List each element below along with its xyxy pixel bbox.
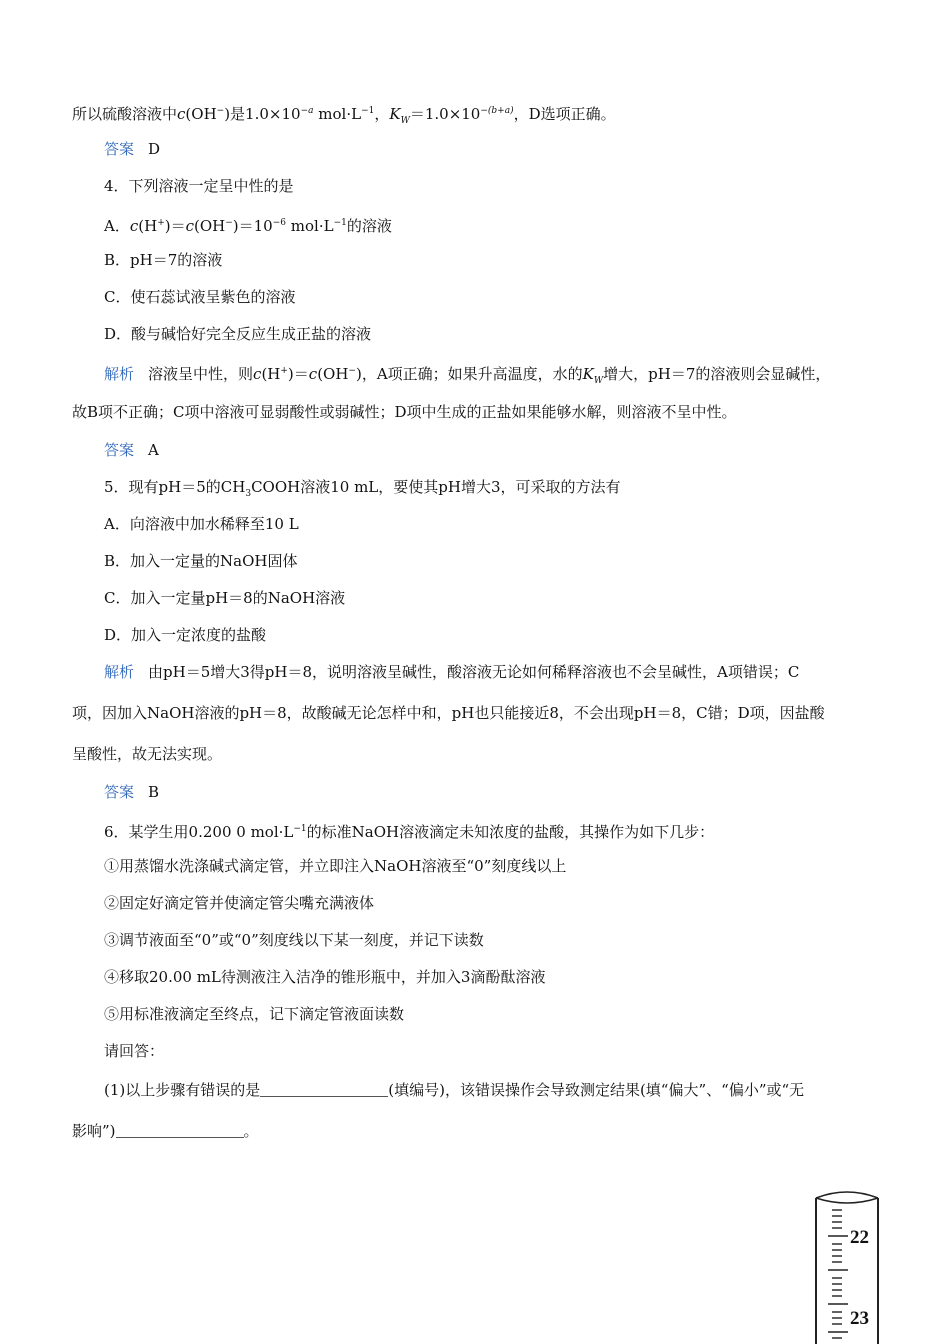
q5-analysis-line3: 呈酸性，故无法实现。 xyxy=(72,745,223,763)
answer-blank-2[interactable] xyxy=(116,1123,244,1138)
q5-analysis-line1 xyxy=(104,662,799,682)
text: )＝ xyxy=(287,365,309,383)
q4-analysis-line1 xyxy=(104,361,830,391)
text: 6．某学生用0.200 0 mol·L xyxy=(104,823,294,841)
answer-value: B xyxy=(148,783,160,801)
text: 的标准NaOH溶液滴定未知浓度的盐酸，其操作为如下几步： xyxy=(306,823,715,841)
answer-blank-1[interactable] xyxy=(260,1082,388,1097)
text: mol·L xyxy=(313,105,362,123)
text: W xyxy=(593,376,604,386)
q6-step-4: ④移取20.00 mL待测液注入洁净的锥形瓶中，并加入3滴酚酞溶液 xyxy=(104,968,546,986)
q6-step-2: ②固定好滴定管并使滴定管尖嘴充满液体 xyxy=(104,894,375,912)
text: )＝10 xyxy=(232,217,273,235)
text: 溶液呈中性，则 xyxy=(148,365,254,383)
text: (H xyxy=(138,217,158,235)
text: mol·L xyxy=(286,217,334,235)
text: − xyxy=(348,366,356,376)
text: −1 xyxy=(333,218,347,228)
q4-analysis-line2: 故B项不正确；C项中溶液可显弱酸性或弱碱性；D项中生成的正盐如果能够水解，则溶液不呈中性。 xyxy=(72,403,737,421)
q4-option-b: B．pH＝7的溶液 xyxy=(104,251,223,269)
answer-label: 答案 xyxy=(104,140,135,158)
answer-value: A xyxy=(148,441,159,459)
text: )是1.0×10 xyxy=(224,105,301,123)
text: + xyxy=(157,218,165,228)
text: c xyxy=(253,365,262,383)
analysis-label: 解析 xyxy=(104,365,135,383)
analysis-label: 解析 xyxy=(104,663,135,681)
text: (OH xyxy=(185,105,217,123)
text: )，A项正确；如果升高温度，水的 xyxy=(355,365,583,383)
scale-label-23: 23 xyxy=(850,1308,869,1329)
q6-prompt: 请回答： xyxy=(104,1042,165,1060)
scale-ticks-upper xyxy=(828,1210,848,1270)
text: −6 xyxy=(272,218,287,228)
text: 增大，pH＝7的溶液则会显碱性， xyxy=(603,365,831,383)
text: (填编号)，该错误操作会导致测定结果(填“偏大”、“偏小”或“无 xyxy=(388,1081,805,1099)
text: COOH溶液10 mL，要使其pH增大3，可采取的方法有 xyxy=(251,478,621,496)
q6-step-3: ③调节液面至“0”或“0”刻度线以下某一刻度，并记下读数 xyxy=(104,931,484,949)
burette-meniscus xyxy=(816,1198,878,1203)
q6-sub1-line2 xyxy=(72,1121,259,1141)
q4-option-d: D．酸与碱恰好完全反应生成正盐的溶液 xyxy=(104,325,372,343)
q5-stem xyxy=(104,477,621,504)
q4-option-c: C．使石蕊试液呈紫色的溶液 xyxy=(104,288,296,306)
text: c xyxy=(185,217,194,235)
q5-analysis-line2: 项，因加入NaOH溶液的pH＝8，故酸碱无论怎样中和，pH也只能接近8，不会出现pH＝8，C错；D项，因盐酸 xyxy=(72,704,825,722)
q6-step-1: ①用蒸馏水洗涤碱式滴定管，并立即注入NaOH溶液至“0”刻度线以上 xyxy=(104,857,567,875)
q5-option-d: D．加入一定浓度的盐酸 xyxy=(104,626,267,644)
text: 所以硫酸溶液中 xyxy=(72,105,178,123)
text: c xyxy=(177,105,186,123)
text: −1 xyxy=(293,824,307,834)
text: )＝ xyxy=(164,217,186,235)
text: (H xyxy=(261,365,281,383)
text: − xyxy=(216,106,225,116)
burette-figure xyxy=(808,1188,888,1344)
answer-label: 答案 xyxy=(104,441,135,459)
text: −1 xyxy=(361,106,375,116)
text: (1)以上步骤有错误的是 xyxy=(104,1081,261,1099)
text: 的溶液 xyxy=(346,217,392,235)
q5-answer xyxy=(104,782,159,802)
q3-answer xyxy=(104,139,160,159)
q4-stem: 4．下列溶液一定呈中性的是 xyxy=(104,177,294,195)
text: + xyxy=(280,366,288,376)
scale-ticks-lower xyxy=(828,1278,848,1338)
text: (OH xyxy=(194,217,226,235)
text: 影响”) xyxy=(72,1122,116,1140)
text: c xyxy=(129,217,139,235)
text: W xyxy=(400,116,410,126)
text: A． xyxy=(104,217,130,235)
q3-conclusion xyxy=(72,101,616,131)
text: 5．现有pH＝5的CH xyxy=(104,478,246,496)
q5-option-b: B．加入一定量的NaOH固体 xyxy=(104,552,298,570)
text: (OH xyxy=(317,365,349,383)
q4-answer xyxy=(104,440,159,460)
text: −a xyxy=(300,106,314,116)
q4-option-a xyxy=(104,213,392,236)
text: ＝1.0×10 xyxy=(409,105,481,123)
q6-step-5: ⑤用标准液滴定至终点，记下滴定管液面读数 xyxy=(104,1005,405,1023)
text: − xyxy=(225,218,233,228)
text: ，D选项正确。 xyxy=(513,105,616,123)
answer-value: D xyxy=(148,140,161,158)
text: ， xyxy=(374,105,390,123)
q5-option-a: A．向溶液中加水稀释至10 L xyxy=(104,515,299,533)
text: K xyxy=(582,365,594,383)
burette-rim xyxy=(816,1192,878,1198)
text: c xyxy=(308,365,318,383)
q6-stem xyxy=(104,819,714,842)
text: 。 xyxy=(243,1122,259,1140)
q6-sub1-line1 xyxy=(104,1080,804,1100)
text: 3 xyxy=(245,489,252,499)
answer-label: 答案 xyxy=(104,783,135,801)
text: K xyxy=(389,105,401,123)
text: −(b+a) xyxy=(480,106,514,116)
q5-option-c: C．加入一定量pH＝8的NaOH溶液 xyxy=(104,589,346,607)
scale-label-22: 22 xyxy=(850,1227,869,1248)
text: 由pH＝5增大3得pH＝8，说明溶液呈碱性，酸溶液无论如何稀释溶液也不会呈碱性，A项错误；C xyxy=(148,663,800,681)
